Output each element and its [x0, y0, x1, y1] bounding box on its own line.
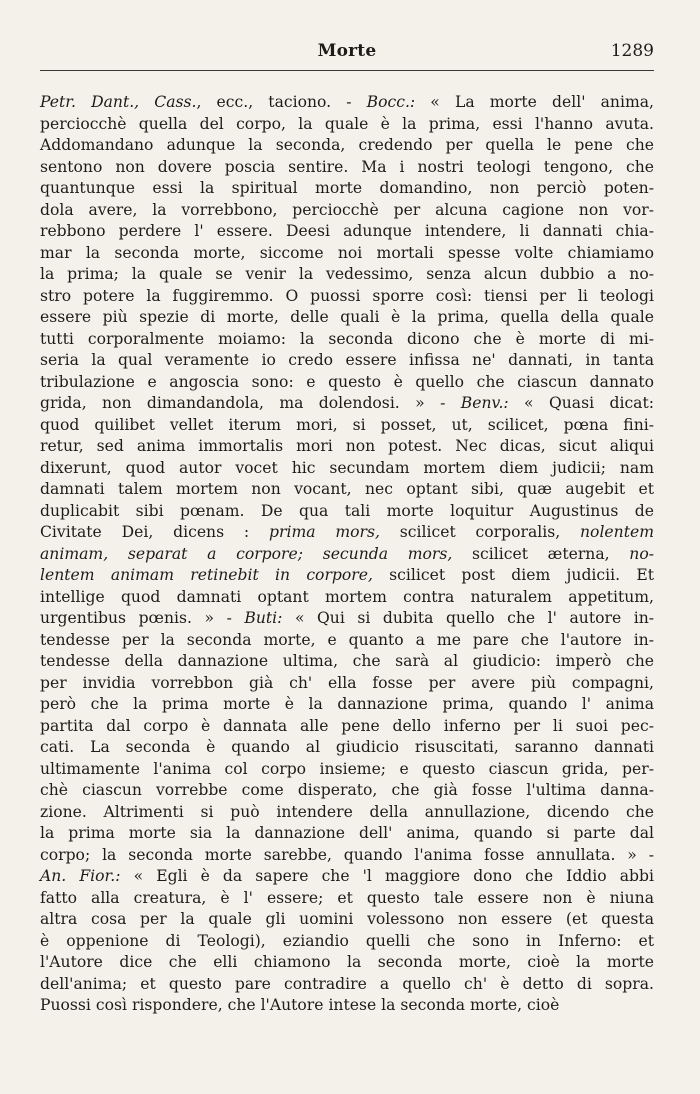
text-line: [40, 931, 654, 953]
text-line: [40, 200, 654, 222]
italic-segment: Petr. Dant., Cass.: [40, 93, 197, 111]
commentary-text: [40, 92, 654, 1017]
text-line: [40, 415, 654, 437]
text-segment: « Qui si dubita quello che l' autore in-: [282, 609, 655, 627]
text-line: [40, 135, 654, 157]
text-line: [40, 350, 654, 372]
italic-segment: lentem animam retinebit in corpore,: [40, 566, 373, 584]
text-segment: Addomandano adunque la seconda, credendo per quella le pene che: [40, 136, 654, 154]
text-segment: tendesse della dannazione ultima, che sarà al giudicio: imperò che: [40, 652, 654, 670]
text-segment: mar la seconda morte, siccome noi mortali spesse volte chiamiamo: [40, 243, 654, 262]
text-line: [40, 157, 654, 179]
text-segment: Civitate Dei, dicens :: [40, 523, 270, 541]
text-segment: cati. La seconda è quando al giudicio risuscitati, saranno dannati: [40, 738, 654, 756]
text-line: [40, 737, 654, 759]
text-line: [40, 522, 654, 544]
text-segment: « Egli è da sapere che 'l maggiore dono che Iddio abbi: [120, 867, 654, 885]
text-line: [40, 802, 654, 824]
text-line: [40, 501, 654, 523]
text-segment: stro potere la fuggiremmo. O puossi sporre così: tiensi per li teologi: [40, 286, 654, 305]
text-line: [40, 630, 654, 652]
text-line: [40, 92, 654, 114]
text-segment: quod quilibet vellet iterum mori, si posset, ut, scilicet, pœna fini-: [40, 415, 654, 434]
text-segment: ultimamente l'anima col corpo insieme; e questo ciascun grida, per-: [40, 759, 654, 778]
text-line: [40, 780, 654, 802]
text-segment: per invidia vorrebbon già ch' ella fosse per avere più compagni,: [40, 673, 654, 692]
header-rule: [40, 70, 654, 71]
text-segment: quantunque essi la spiritual morte domandino, non perciò poten-: [40, 179, 654, 197]
text-line: [40, 608, 654, 630]
text-line: [40, 264, 654, 286]
text-segment: « La morte dell' anima,: [415, 93, 654, 111]
text-line: [40, 694, 654, 716]
text-line: [40, 329, 654, 351]
text-line: [40, 307, 654, 329]
text-line: [40, 866, 654, 888]
text-segment: tutti corporalmente moiamo: la seconda dicono che è morte di mi-: [40, 329, 654, 348]
text-line: [40, 673, 654, 695]
text-line: [40, 845, 654, 867]
text-line: [40, 479, 654, 501]
text-segment: intellige quod damnati optant mortem contra naturalem appetitum,: [40, 587, 654, 606]
text-segment: Puossi così rispondere, che l'Autore intese la seconda morte, cioè: [40, 996, 560, 1014]
italic-segment: Bocc.:: [366, 93, 416, 111]
text-line: [40, 974, 654, 996]
text-line: [40, 458, 654, 480]
text-line: [40, 995, 654, 1017]
text-segment: « Quasi dicat:: [508, 394, 655, 412]
text-segment: rebbono perdere l' essere. Deesi adunque intendere, li dannati chia-: [40, 222, 654, 240]
text-line: [40, 372, 654, 394]
text-segment: essere più spezie di morte, delle quali è la prima, quella della quale: [40, 308, 654, 326]
text-line: [40, 759, 654, 781]
text-segment: fatto alla creatura, è l' essere; et questo tale essere non è niuna: [40, 888, 654, 907]
text-segment: altra cosa per la quale gli uomini volessono non essere (et questa: [40, 910, 654, 928]
text-segment: damnati talem mortem non vocant, nec optant sibi, quæ augebit et: [40, 480, 654, 498]
header-title: Morte: [317, 41, 377, 61]
page-number: 1289: [610, 41, 654, 61]
text-segment: la prima; la quale se venir la vedessimo, senza alcun dubbio a no-: [40, 265, 654, 283]
text-line: [40, 243, 654, 265]
text-segment: corpo; la seconda morte sarebbe, quando l'anima fosse annullata. » -: [40, 845, 654, 864]
text-segment: scilicet æterna,: [452, 544, 630, 563]
text-segment: chè ciascun vorrebbe come disperato, che già fosse l'ultima danna-: [40, 781, 654, 799]
text-line: [40, 178, 654, 200]
text-segment: è oppenione di Teologi), eziandio quelli che sono in Inferno: et: [40, 931, 654, 950]
text-line: [40, 436, 654, 458]
text-line: [40, 823, 654, 845]
text-line: [40, 716, 654, 738]
italic-segment: Buti:: [244, 609, 283, 627]
text-line: [40, 888, 654, 910]
text-line: [40, 952, 654, 974]
text-segment: sentono non dovere poscia sentire. Ma i nostri teologi tengono, che: [40, 157, 654, 176]
text-line: [40, 565, 654, 587]
text-segment: zione. Altrimenti si può intendere della annullazione, dicendo che: [40, 802, 654, 821]
text-segment: seria la qual veramente io credo essere infissa ne' dannati, in tanta: [40, 351, 654, 369]
italic-segment: An. Fior.:: [40, 867, 121, 885]
text-line: [40, 393, 654, 415]
text-segment: scilicet post diem judicii. Et: [372, 566, 654, 584]
text-segment: perciocchè quella del corpo, la quale è la prima, essi l'hanno avuta.: [40, 114, 654, 133]
text-line: [40, 221, 654, 243]
text-line: [40, 544, 654, 566]
text-segment: tribulazione e angoscia sono: e questo è quello che ciascun dannato: [40, 372, 654, 391]
text-segment: duplicabit sibi pœnam. De qua tali morte loquitur Augustinus de: [40, 501, 654, 520]
text-line: [40, 651, 654, 673]
italic-segment: prima mors,: [269, 523, 380, 541]
text-segment: scilicet corporalis,: [379, 523, 581, 541]
running-header: [40, 41, 654, 69]
text-line: [40, 909, 654, 931]
text-segment: la prima morte sia la dannazione dell' anima, quando si parte dal: [40, 824, 654, 842]
text-segment: grida, non dimandandola, ma dolendosi. » -: [40, 394, 461, 412]
text-line: [40, 114, 654, 136]
italic-segment: nolentem: [580, 523, 654, 541]
italic-segment: Benv.:: [460, 394, 509, 412]
text-segment: l'Autore dice che elli chiamono la seconda morte, cioè la morte: [40, 953, 654, 971]
italic-segment: no-: [629, 544, 654, 563]
text-segment: dixerunt, quod autor vocet hic secundam mortem diem judicii; nam: [40, 458, 654, 477]
text-segment: , ecc., taciono. -: [196, 93, 367, 111]
text-segment: però che la prima morte è la dannazione prima, quando l' anima: [40, 695, 654, 713]
text-line: [40, 286, 654, 308]
text-segment: dell'anima; et questo pare contradire a quello ch' è detto di sopra.: [40, 974, 654, 993]
text-segment: dola avere, la vorrebbono, perciocchè per alcuna cagione non vor-: [40, 200, 654, 219]
text-segment: urgentibus pœnis. » -: [40, 609, 245, 627]
text-line: [40, 587, 654, 609]
text-segment: tendesse per la seconda morte, e quanto a me pare che l'autore in-: [40, 630, 654, 649]
text-segment: retur, sed anima immortalis mori non potest. Nec dicas, sicut aliqui: [40, 437, 654, 455]
text-segment: partita dal corpo è dannata alle pene dello inferno per li suoi pec-: [40, 716, 654, 735]
italic-segment: animam, separat a corpore; secunda mors,: [40, 544, 453, 563]
